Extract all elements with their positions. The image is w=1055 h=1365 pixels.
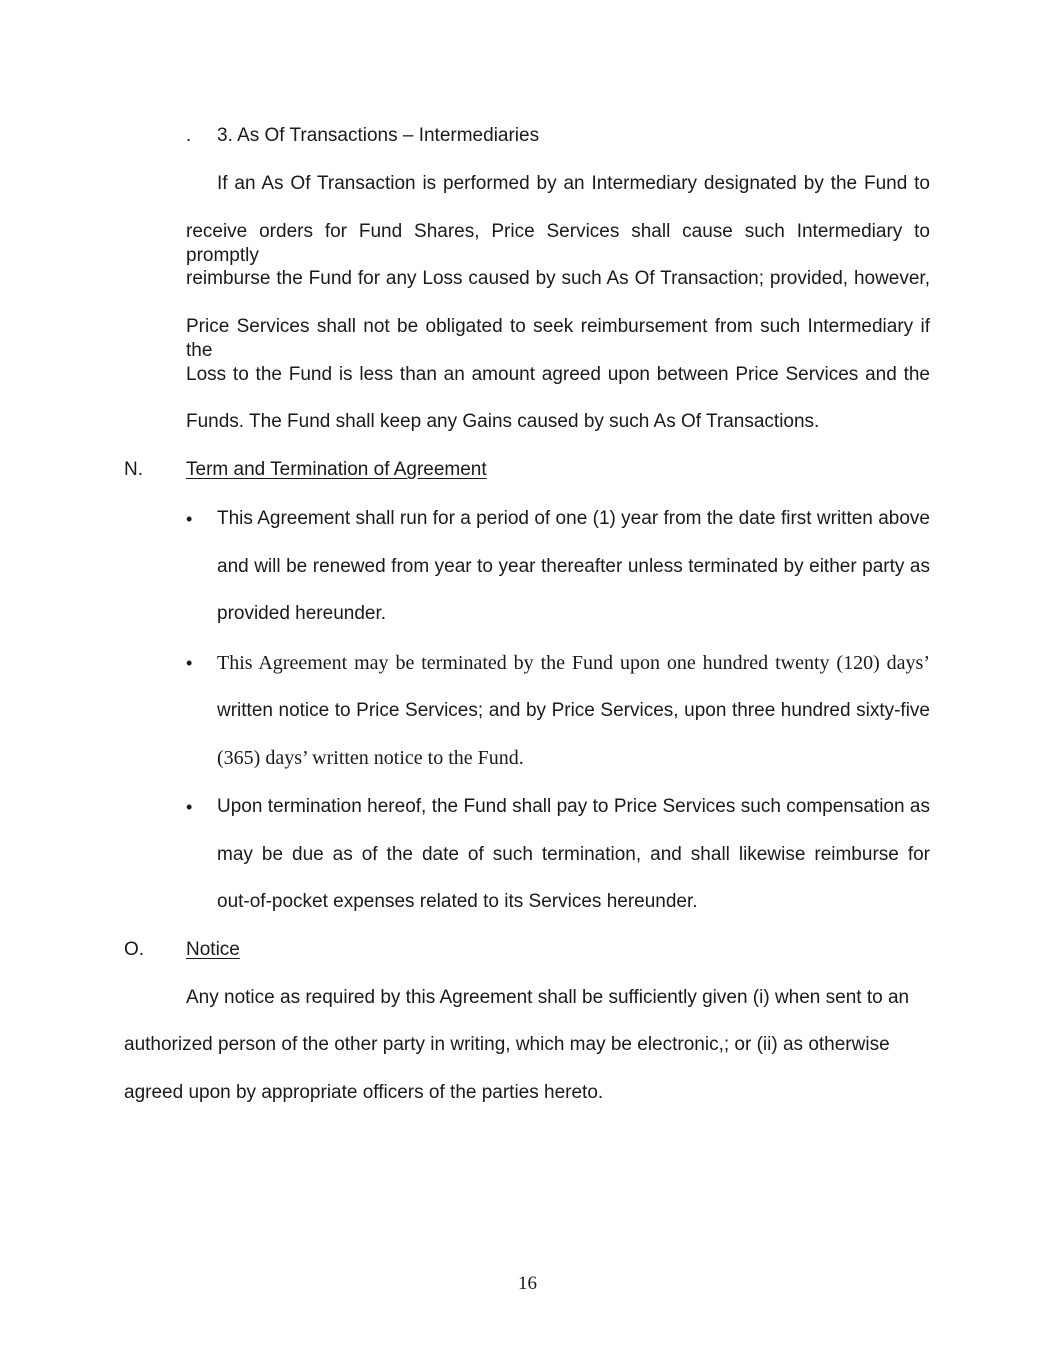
bullet-icon: • bbox=[186, 797, 193, 817]
bullet-line: provided hereunder. bbox=[217, 603, 387, 624]
bullet-line: may be due as of the date of such termination, and shall likewise reimburse for bbox=[217, 844, 930, 865]
section-n-title: Term and Termination of Agreement bbox=[186, 459, 487, 480]
paragraph-line: receive orders for Fund Shares, Price Services shall cause such Intermediary to promptly bbox=[186, 221, 930, 266]
section-o-title: Notice bbox=[186, 939, 240, 960]
page-number: 16 bbox=[518, 1273, 537, 1294]
paragraph-line: Funds. The Fund shall keep any Gains caused by such As Of Transactions. bbox=[186, 411, 820, 432]
bullet-icon: • bbox=[186, 509, 193, 529]
paragraph-line: Loss to the Fund is less than an amount agreed upon between Price Services and the bbox=[186, 364, 930, 385]
paragraph-line: Price Services shall not be obligated to seek reimbursement from such Intermediary if the bbox=[186, 316, 930, 361]
bullet-line: This Agreement shall run for a period of one (1) year from the date first written above bbox=[217, 508, 930, 529]
bullet-line: Upon termination hereof, the Fund shall pay to Price Services such compensation as bbox=[217, 796, 930, 817]
paragraph-line: Any notice as required by this Agreement shall be sufficiently given (i) when sent to an bbox=[186, 987, 910, 1008]
paragraph-line: authorized person of the other party in writing, which may be electronic,; or (ii) as otherwise bbox=[124, 1034, 890, 1055]
bullet-line: out-of-pocket expenses related to its Services hereunder. bbox=[217, 891, 698, 912]
bullet-line: (365) days’ written notice to the Fund. bbox=[217, 747, 524, 769]
bullet-line: written notice to Price Services; and by Price Services, upon three hundred sixty-five bbox=[217, 700, 930, 721]
bullet-icon: • bbox=[186, 653, 193, 673]
subsection-heading: 3. As Of Transactions – Intermediaries bbox=[217, 125, 540, 146]
section-o-letter: O. bbox=[124, 939, 145, 960]
bullet-line: and will be renewed from year to year thereafter unless terminated by either party as bbox=[217, 556, 930, 577]
bullet-line: This Agreement may be terminated by the Fund upon one hundred twenty (120) days’ bbox=[217, 652, 930, 674]
subsection-marker: . bbox=[186, 125, 192, 146]
paragraph-line: reimburse the Fund for any Loss caused by such As Of Transaction; provided, however, bbox=[186, 268, 930, 289]
paragraph-line: agreed upon by appropriate officers of the parties hereto. bbox=[124, 1082, 604, 1103]
paragraph-line: If an As Of Transaction is performed by an Intermediary designated by the Fund to bbox=[217, 173, 930, 194]
section-n-letter: N. bbox=[124, 459, 143, 480]
